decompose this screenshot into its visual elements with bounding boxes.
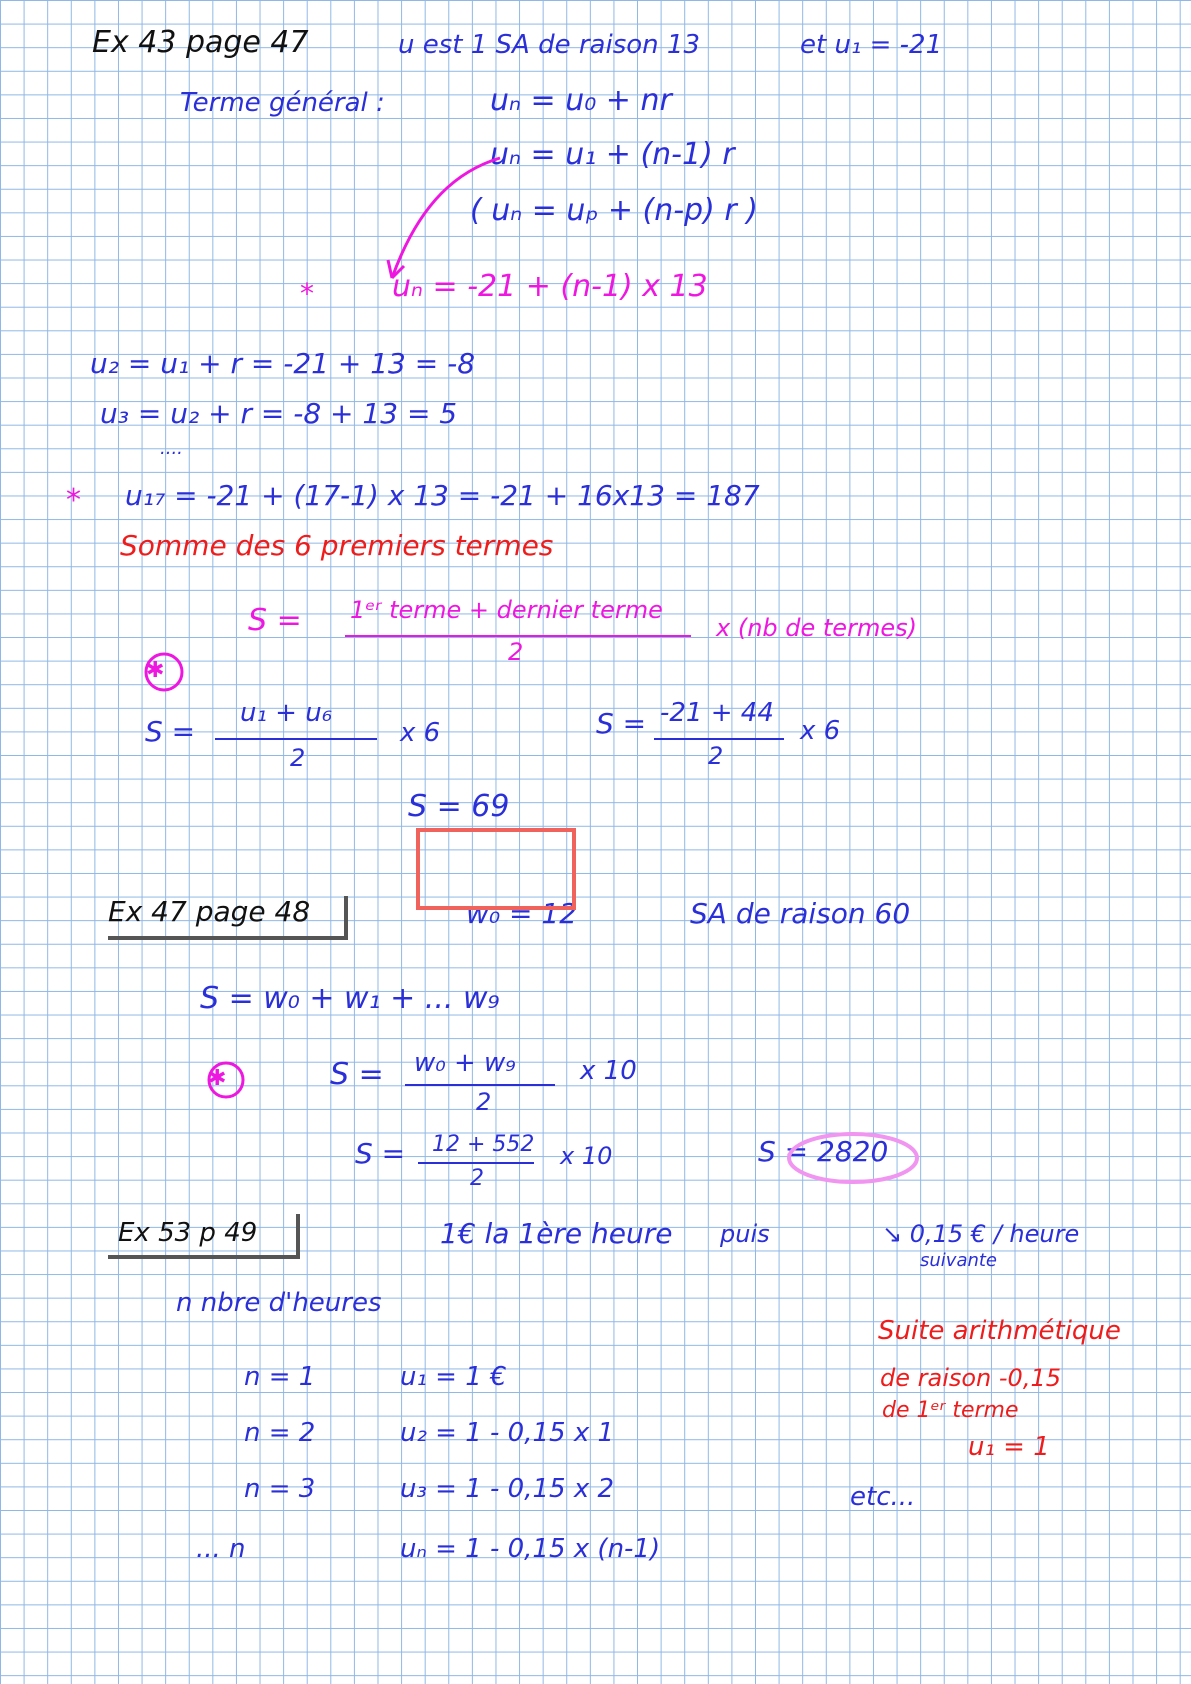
star-marker-u17: * (66, 483, 81, 518)
ex47-numeric-lhs: S = (355, 1137, 406, 1170)
ex43-first-term: et u₁ = -21 (800, 30, 943, 60)
hourly-decrease: ↘ 0,15 € / heure (882, 1220, 1080, 1248)
note-first-term-value: u₁ = 1 (968, 1432, 1050, 1462)
row-u-2: u₂ = 1 - 0,15 x 1 (400, 1418, 615, 1448)
ex53-title: Ex 53 p 49 (118, 1218, 258, 1248)
sum-formula-denominator: 2 (508, 638, 524, 666)
note-common-difference: de raison -0,15 (880, 1364, 1061, 1392)
sum-fraction-bar (215, 738, 377, 740)
ex47-title-underline (108, 936, 348, 940)
sum-numeric-fraction-bar (654, 738, 784, 740)
etc-text: etc... (850, 1482, 916, 1512)
circled-star-icon-2: ✱ (208, 1066, 227, 1091)
formula-general-u0: uₙ = u₀ + nr (490, 83, 672, 118)
ex53-title-border (296, 1214, 300, 1258)
w0-value: w₀ = 12 (466, 897, 578, 930)
ellipsis: .... (160, 438, 183, 459)
sum-formula-numerator: 1ᵉʳ terme + dernier terme (350, 596, 663, 624)
ex47-title: Ex 47 page 48 (108, 895, 311, 928)
then-word: puis (720, 1220, 770, 1248)
formula-general-u1: uₙ = u₁ + (n-1) r (490, 137, 735, 172)
sum-multiplier: x 6 (400, 718, 441, 748)
row-n-3: n = 3 (244, 1474, 316, 1504)
first-hour-price: 1€ la 1ère heure (440, 1217, 673, 1250)
u17-computation: u₁₇ = -21 + (17-1) x 13 = -21 + 16x13 = 187 (125, 479, 760, 512)
general-term-result: uₙ = -21 + (n-1) x 13 (392, 269, 708, 304)
sum-numeric-multiplier: x 6 (800, 716, 841, 746)
note-first-term: de 1ᵉʳ terme (882, 1398, 1019, 1423)
sum-denominator: 2 (290, 744, 306, 772)
row-n-2: n = 2 (244, 1418, 316, 1448)
ex47-formula-lhs: S = (330, 1057, 384, 1092)
hourly-decrease-suffix: suivante (920, 1250, 998, 1271)
sum-formula-multiplier: x (nb de termes) (716, 614, 917, 642)
row-n-1: n = 1 (244, 1362, 316, 1392)
ex47-title-border (344, 896, 348, 940)
sum-lhs: S = (145, 715, 196, 748)
ex53-title-underline (108, 1255, 300, 1259)
sum-numerator: u₁ + u₆ (240, 698, 333, 728)
ex47-numeric-fraction-bar (418, 1162, 534, 1164)
boxed-result: S = 69 (408, 789, 510, 824)
row-u-3: u₃ = 1 - 0,15 x 2 (400, 1474, 615, 1504)
ex47-formula-fraction-bar (405, 1084, 555, 1086)
row-n-general: ... n (196, 1534, 246, 1564)
ex43-title: Ex 43 page 47 (92, 25, 309, 60)
circled-result: S = 2820 (758, 1135, 889, 1168)
sum-formula-fraction-bar (345, 635, 691, 637)
sum-formula-lhs: S = (248, 603, 302, 638)
sum-numeric-denominator: 2 (708, 742, 724, 770)
ex47-sum-expansion: S = w₀ + w₁ + ... w₉ (200, 981, 500, 1016)
ex47-numeric-numerator: 12 + 552 (432, 1132, 535, 1157)
circled-star-icon: ✱ (146, 658, 165, 683)
ex47-formula-multiplier: x 10 (580, 1056, 637, 1086)
u2-computation: u₂ = u₁ + r = -21 + 13 = -8 (90, 347, 476, 380)
row-u-1: u₁ = 1 € (400, 1362, 507, 1392)
star-marker: * (300, 277, 314, 310)
ex47-numeric-denominator: 2 (470, 1166, 484, 1191)
note-arithmetic-sequence: Suite arithmétique (878, 1316, 1121, 1346)
n-definition: n nbre d'heures (176, 1288, 382, 1318)
ex47-formula-denominator: 2 (476, 1088, 492, 1116)
sum-heading: Somme des 6 premiers termes (120, 529, 554, 562)
sum-numeric-numerator: -21 + 44 (660, 698, 774, 728)
ex47-numeric-multiplier: x 10 (560, 1142, 613, 1170)
general-term-label: Terme général : (180, 88, 385, 118)
u3-computation: u₃ = u₂ + r = -8 + 13 = 5 (100, 397, 458, 430)
ex43-statement: u est 1 SA de raison 13 (398, 30, 700, 60)
ex47-formula-numerator: w₀ + w₉ (414, 1048, 516, 1078)
formula-general-up: ( uₙ = uₚ + (n-p) r ) (470, 193, 758, 228)
row-u-general: uₙ = 1 - 0,15 x (n-1) (400, 1534, 661, 1564)
ex47-description: SA de raison 60 (690, 897, 911, 930)
sum-numeric-lhs: S = (596, 707, 647, 740)
